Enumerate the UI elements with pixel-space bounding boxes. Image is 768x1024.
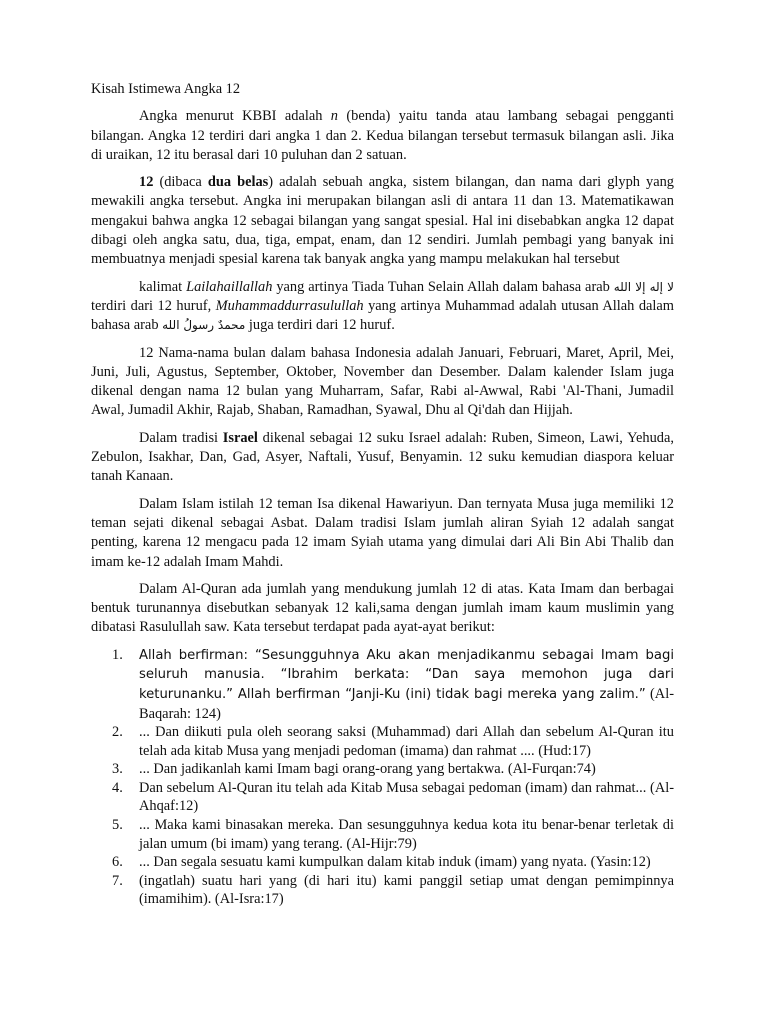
text: (benda) yaitu tanda atau lambang sebagai pengganti bilangan. Angka 12 terdiri dari angka 1 dan 2. Kedua bilangan tersebut termasuk bilangan asli. Jika di uraikan, 12 itu berasal dari 10 puluhan dan 2 satuan. — [91, 108, 674, 163]
verse-text: ... Maka kami binasakan mereka. Dan sesungguhnya kedua kota itu benar-benar terletak di jalan umum (bi imam) yang terang. (Al-Hijr:79) — [139, 817, 674, 852]
list-item — [91, 779, 674, 816]
paragraph-number-twelve — [91, 173, 674, 269]
text: Dalam tradisi — [139, 429, 223, 446]
text: terdiri dari 12 huruf, — [91, 297, 216, 314]
text: yang artinya Muhammad adalah utusan Allah dalam bahasa arab — [91, 297, 674, 334]
arabic-text: محمدٌ رسولُ الله — [162, 318, 246, 333]
bold-text: Israel — [222, 429, 258, 446]
document-title: Kisah Istimewa Angka 12 — [91, 81, 241, 97]
text: kalimat — [139, 278, 187, 295]
list-number: 4. — [112, 779, 123, 796]
text: yang artinya Tiada Tuhan Selain Allah dalam bahasa arab — [272, 278, 614, 295]
verse-reference: (Al-Baqarah: 124) — [139, 685, 674, 722]
list-item — [91, 816, 674, 853]
verse-text: ... Dan diikuti pula oleh seorang saksi (Muhammad) dari Allah dan sebelum Al-Quran itu telah ada kitab Musa yang menjadi pedoman (imama) dan rahmat .... (Hud:17) — [139, 724, 674, 759]
verse-text: Dan sebelum Al-Quran itu telah ada Kitab Musa sebagai pedoman (imam) dan rahmat... (Al-Ahqaf:12) — [139, 779, 674, 815]
verse-text: Allah berfirman: “Sesungguhnya Aku akan menjadikanmu sebagai Imam bagi seluruh manusia. “Ibrahim berkata: “Dan saya memohon juga dari keturunanku.” Allah berfirman “Janji-Ku (ini) tidak bagi mereka yang zalim.” — [139, 647, 674, 702]
list-number: 5. — [112, 817, 123, 834]
text: juga terdiri dari 12 huruf. — [245, 317, 395, 334]
verse-text: ... Dan jadikanlah kami Imam bagi orang-orang yang bertakwa. (Al-Furqan:74) — [139, 761, 596, 778]
bold-text: 12 — [139, 174, 154, 191]
list-number: 3. — [112, 761, 123, 778]
text: (dibaca — [153, 174, 208, 191]
paragraph-islam-twelve: Dalam Islam istilah 12 teman Isa dikenal Hawariyun. Dan ternyata Musa juga memiliki 12 teman sejati dikenal sebagai Asbat. Dalam tradisi Islam jumlah aliran Syiah 12 adalah sangat penting, karena 12 mengacu pada 12 imam Syiah utama yang dimulai dari Ali Bin Abi Thalib dan imam ke-12 adalah Imam Mahdi. — [91, 495, 674, 570]
paragraph-kbbi-definition — [91, 107, 674, 165]
text: ) adalah sebuah angka, sistem bilangan, dan nama dari glyph yang mewakili angka tersebut. Angka ini merupakan bilangan asli di antara 11 dan 13. Matematikawan mengakui bahwa angka 12 sebagai bilangan yang sangat spesial. Hal ini disebabkan angka 12 dapat dibagi oleh angka satu, dua, tiga, empat, enam, dan 12 sendiri. Jumlah pembagi yang banyak ini membuatnya menjadi spesial karena tak banyak angka yang mampu melakukan hal tersebut — [91, 174, 674, 268]
arabic-text: لا إله إلا الله — [613, 279, 674, 294]
text: dikenal sebagai 12 suku Israel adalah: Ruben, Simeon, Lawi, Yehuda, Zebulon, Isakhar, Dan, Gad, Asyer, Naftali, Yusuf, Benyamin. 12 suku kemudian diaspora keluar tanah Kanaan. — [91, 429, 674, 485]
paragraph-israel-tribes — [91, 429, 674, 487]
italic-text: Lailahaillallah — [186, 278, 273, 295]
list-number: 1. — [112, 646, 123, 663]
verse-text: ... Dan segala sesuatu kami kumpulkan dalam kitab induk (imam) yang nyata. (Yasin:12) — [139, 854, 651, 871]
list-item — [91, 853, 674, 872]
italic-text: n — [330, 108, 338, 125]
list-number: 6. — [112, 854, 123, 871]
text: Angka menurut KBBI adalah — [139, 108, 331, 125]
verse-text: (ingatlah) suatu hari yang (di hari itu) kami panggil setiap umat dengan pemimpinnya (imamihim). (Al-Isra:17) — [139, 872, 674, 908]
verse-list — [91, 646, 674, 909]
list-item — [91, 723, 674, 760]
list-item — [91, 760, 674, 779]
list-number: 7. — [112, 872, 123, 889]
document-page — [91, 80, 674, 909]
paragraph-kalimat-syahadat — [91, 278, 674, 336]
paragraph-quran-imam: Dalam Al-Quran ada jumlah yang mendukung jumlah 12 di atas. Kata Imam dan berbagai bentuk turunannya disebutkan sebanyak 12 kali,sama dengan jumlah imam kaum muslimin yang dibatasi Rasulullah saw. Kata tersebut terdapat pada ayat-ayat berikut: — [91, 580, 674, 636]
list-item — [91, 646, 674, 723]
list-item — [91, 872, 674, 909]
paragraph-month-names: 12 Nama-nama bulan dalam bahasa Indonesia adalah Januari, Februari, Maret, April, Mei, Juni, Juli, Agustus, September, Oktober, November dan Desember. Dalam kalender Islam juga dikenal dengan nama 12 bulan yang Muharram, Safar, Rabi al-Awwal, Rabi 'Al-Thani, Jumadil Awal, Jumadil Akhir, Rajab, Shaban, Ramadhan, Syawal, Dhu al Qi'dah dan Hijjah. — [91, 344, 674, 419]
list-number: 2. — [112, 724, 123, 741]
italic-text: Muhammaddurrasulullah — [215, 297, 364, 314]
bold-text: dua belas — [207, 174, 269, 191]
